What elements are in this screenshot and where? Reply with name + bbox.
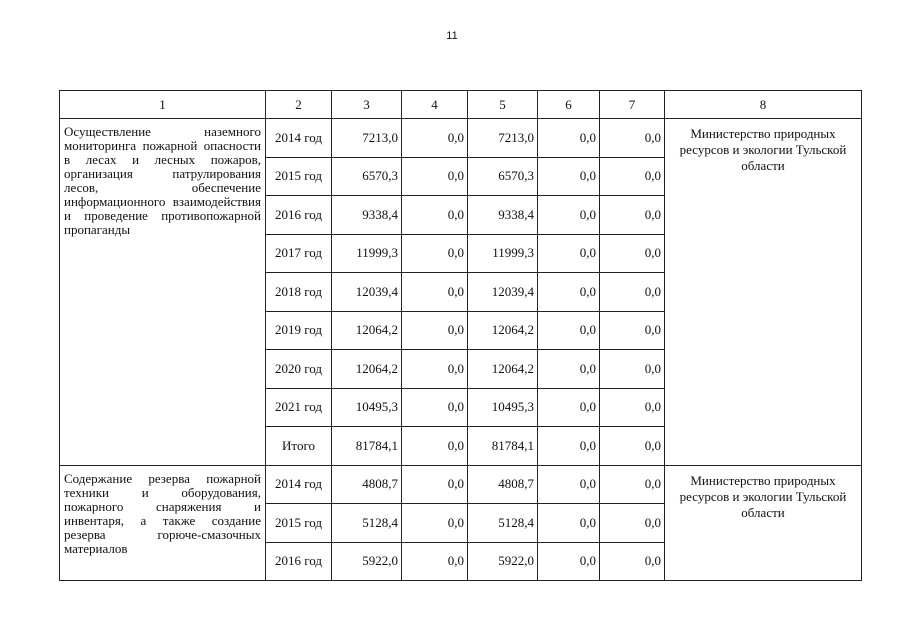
col4-cell: 0,0 (402, 119, 468, 158)
header-row (60, 91, 862, 119)
col5-cell: 81784,1 (468, 427, 538, 466)
col5-cell: 4808,7 (468, 465, 538, 504)
col3-cell: 12064,2 (332, 311, 402, 350)
year-cell: 2014 год (266, 119, 332, 158)
year-cell: 2017 год (266, 234, 332, 273)
col7-cell: 0,0 (600, 234, 665, 273)
header-cell: 8 (665, 91, 862, 119)
year-cell: 2015 год (266, 157, 332, 196)
col3-cell: 5922,0 (332, 542, 402, 580)
col7-cell: 0,0 (600, 273, 665, 312)
col7-cell: 0,0 (600, 504, 665, 543)
col7-cell: 0,0 (600, 427, 665, 466)
table-body (60, 91, 862, 581)
col7-cell: 0,0 (600, 157, 665, 196)
col4-cell: 0,0 (402, 273, 468, 312)
col3-cell: 12064,2 (332, 350, 402, 389)
page-number: 11 (446, 30, 458, 42)
col6-cell: 0,0 (538, 157, 600, 196)
col3-cell: 12039,4 (332, 273, 402, 312)
header-cell: 3 (332, 91, 402, 119)
col6-cell: 0,0 (538, 427, 600, 466)
header-cell: 2 (266, 91, 332, 119)
col6-cell: 0,0 (538, 273, 600, 312)
year-cell: 2016 год (266, 542, 332, 580)
col3-cell: 9338,4 (332, 196, 402, 235)
col6-cell: 0,0 (538, 119, 600, 158)
col5-cell: 12064,2 (468, 311, 538, 350)
col7-cell: 0,0 (600, 350, 665, 389)
year-cell: 2021 год (266, 388, 332, 427)
col5-cell: 7213,0 (468, 119, 538, 158)
col4-cell: 0,0 (402, 388, 468, 427)
col5-cell: 12064,2 (468, 350, 538, 389)
col3-cell: 4808,7 (332, 465, 402, 504)
col6-cell: 0,0 (538, 311, 600, 350)
col4-cell: 0,0 (402, 542, 468, 580)
col4-cell: 0,0 (402, 157, 468, 196)
year-cell: Итого (266, 427, 332, 466)
header-cell: 5 (468, 91, 538, 119)
table-row (60, 465, 862, 504)
col6-cell: 0,0 (538, 196, 600, 235)
col3-cell: 6570,3 (332, 157, 402, 196)
col5-cell: 10495,3 (468, 388, 538, 427)
year-cell: 2018 год (266, 273, 332, 312)
col7-cell: 0,0 (600, 311, 665, 350)
header-cell: 1 (60, 91, 266, 119)
col6-cell: 0,0 (538, 465, 600, 504)
col3-cell: 10495,3 (332, 388, 402, 427)
year-cell: 2019 год (266, 311, 332, 350)
col4-cell: 0,0 (402, 234, 468, 273)
col5-cell: 6570,3 (468, 157, 538, 196)
measure-description: Содержание резерва пожарной техники и оборудования, пожарного снаряжения и инвентаря, а также создание резерва горюче-смазочных материалов (60, 465, 266, 580)
col3-cell: 11999,3 (332, 234, 402, 273)
col4-cell: 0,0 (402, 196, 468, 235)
col7-cell: 0,0 (600, 388, 665, 427)
col6-cell: 0,0 (538, 234, 600, 273)
year-cell: 2020 год (266, 350, 332, 389)
col5-cell: 11999,3 (468, 234, 538, 273)
col7-cell: 0,0 (600, 196, 665, 235)
col7-cell: 0,0 (600, 119, 665, 158)
col3-cell: 7213,0 (332, 119, 402, 158)
col6-cell: 0,0 (538, 350, 600, 389)
header-cell: 6 (538, 91, 600, 119)
col3-cell: 5128,4 (332, 504, 402, 543)
header-cell: 4 (402, 91, 468, 119)
col4-cell: 0,0 (402, 311, 468, 350)
col6-cell: 0,0 (538, 504, 600, 543)
executor-cell: Министерство природных ресурсов и экологии Тульской области (665, 465, 862, 580)
col6-cell: 0,0 (538, 388, 600, 427)
measure-description: Осуществление наземного мониторинга пожарной опасности в лесах и лесных пожаров, организация патрулирования лесов, обеспечение информационного взаимодействия и проведение противопожарной пропаганды (60, 119, 266, 466)
col5-cell: 5128,4 (468, 504, 538, 543)
executor-cell: Министерство природных ресурсов и экологии Тульской области (665, 119, 862, 466)
program-table (59, 90, 862, 581)
col6-cell: 0,0 (538, 542, 600, 580)
col4-cell: 0,0 (402, 504, 468, 543)
col5-cell: 9338,4 (468, 196, 538, 235)
col3-cell: 81784,1 (332, 427, 402, 466)
table-row (60, 119, 862, 158)
col4-cell: 0,0 (402, 465, 468, 504)
col4-cell: 0,0 (402, 350, 468, 389)
col5-cell: 12039,4 (468, 273, 538, 312)
year-cell: 2014 год (266, 465, 332, 504)
year-cell: 2016 год (266, 196, 332, 235)
col4-cell: 0,0 (402, 427, 468, 466)
header-cell: 7 (600, 91, 665, 119)
col7-cell: 0,0 (600, 465, 665, 504)
col7-cell: 0,0 (600, 542, 665, 580)
col5-cell: 5922,0 (468, 542, 538, 580)
year-cell: 2015 год (266, 504, 332, 543)
